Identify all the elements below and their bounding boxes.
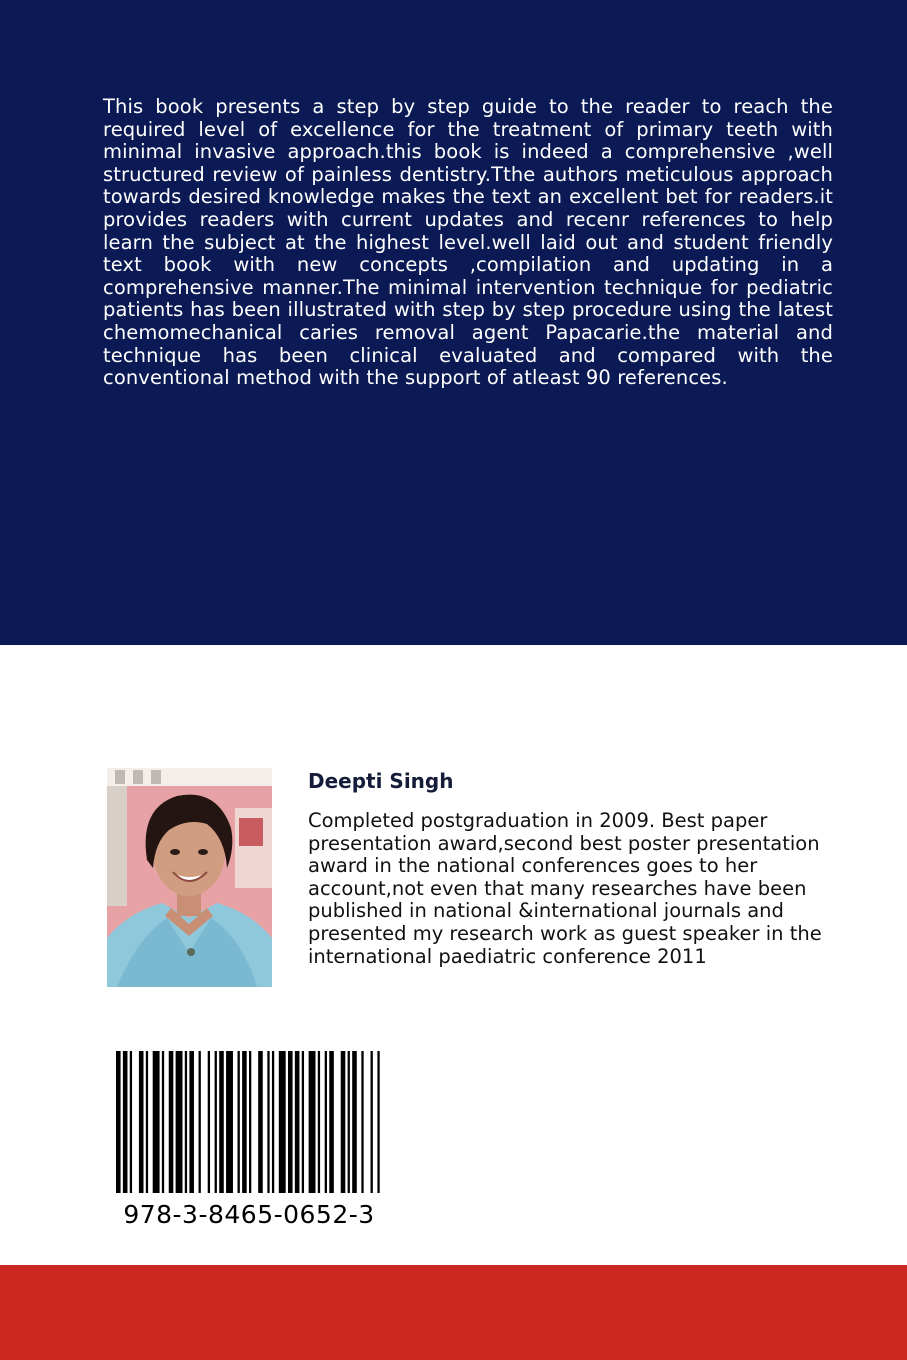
author-portrait-image (107, 768, 272, 987)
barcode-bar (162, 1051, 164, 1193)
isbn-number: 978-3-8465-0652-3 (123, 1200, 375, 1229)
barcode-bar (295, 1051, 300, 1193)
barcode-bar (348, 1051, 350, 1193)
barcode-bar (341, 1051, 346, 1193)
barcode-bar (258, 1051, 263, 1193)
author-name: Deepti Singh (308, 769, 454, 793)
isbn-barcode (116, 1051, 382, 1193)
barcode-bar (123, 1051, 128, 1193)
barcode-bar (371, 1051, 373, 1193)
barcode-bar (238, 1051, 240, 1193)
barcode-bar (199, 1051, 201, 1193)
barcode-bar (146, 1051, 148, 1193)
barcode-bar (139, 1051, 144, 1193)
barcode-bar (215, 1051, 217, 1193)
bottom-red-band (0, 1265, 907, 1360)
barcode-bar (325, 1051, 327, 1193)
author-bio: Completed postgraduation in 2009. Best paper presentation award,second best poster presentation award in the national conferences goes to her account,not even that many researches have been published in national &international journals and presented my research work as guest speaker in the international paediatric conference 2011 (308, 809, 822, 968)
barcode-bar (302, 1051, 304, 1193)
blurb-panel (0, 0, 907, 645)
barcode-bar (361, 1051, 363, 1193)
book-description: This book presents a step by step guide to the reader to reach the required level of excellence for the treatment of primary teeth with minimal invasive approach.this book is indeed a comprehensive ,well structured review of painless dentistry.Tthe authors meticulous approach towards desired knowledge makes the text an excellent bet for readers.it provides readers with current updates and recenr references to help learn the subject at the highest level.well laid out and student friendly text book with new concepts ,compilation and updating in a comprehensive manner.The minimal intervention technique for pediatric patients has been illustrated with step by step procedure using the latest chemomechanical caries removal agent Papacarie.the material and technique has been clinical evaluated and compared with the conventional method with the support of atleast 90 references. (103, 95, 833, 390)
barcode-bar (176, 1051, 183, 1193)
barcode-bar (267, 1051, 269, 1193)
barcode-bar (116, 1051, 121, 1193)
barcode-bar (309, 1051, 316, 1193)
barcode-bar (242, 1051, 247, 1193)
barcode-bar (226, 1051, 233, 1193)
barcode-bar (189, 1051, 194, 1193)
barcode-bar (352, 1051, 357, 1193)
barcode-bar (249, 1051, 251, 1193)
barcode-bar (208, 1051, 210, 1193)
barcode-bar (153, 1051, 160, 1193)
barcode-bar (329, 1051, 334, 1193)
barcode-bar (169, 1051, 174, 1193)
barcode-bar (377, 1051, 379, 1193)
barcode-bar (185, 1051, 187, 1193)
barcode-bar (130, 1051, 132, 1193)
barcode-bar (219, 1051, 224, 1193)
barcode-bar (279, 1051, 286, 1193)
barcode-bar (288, 1051, 293, 1193)
barcode-bar (318, 1051, 320, 1193)
barcode-bar (272, 1051, 274, 1193)
author-photo (107, 768, 272, 987)
